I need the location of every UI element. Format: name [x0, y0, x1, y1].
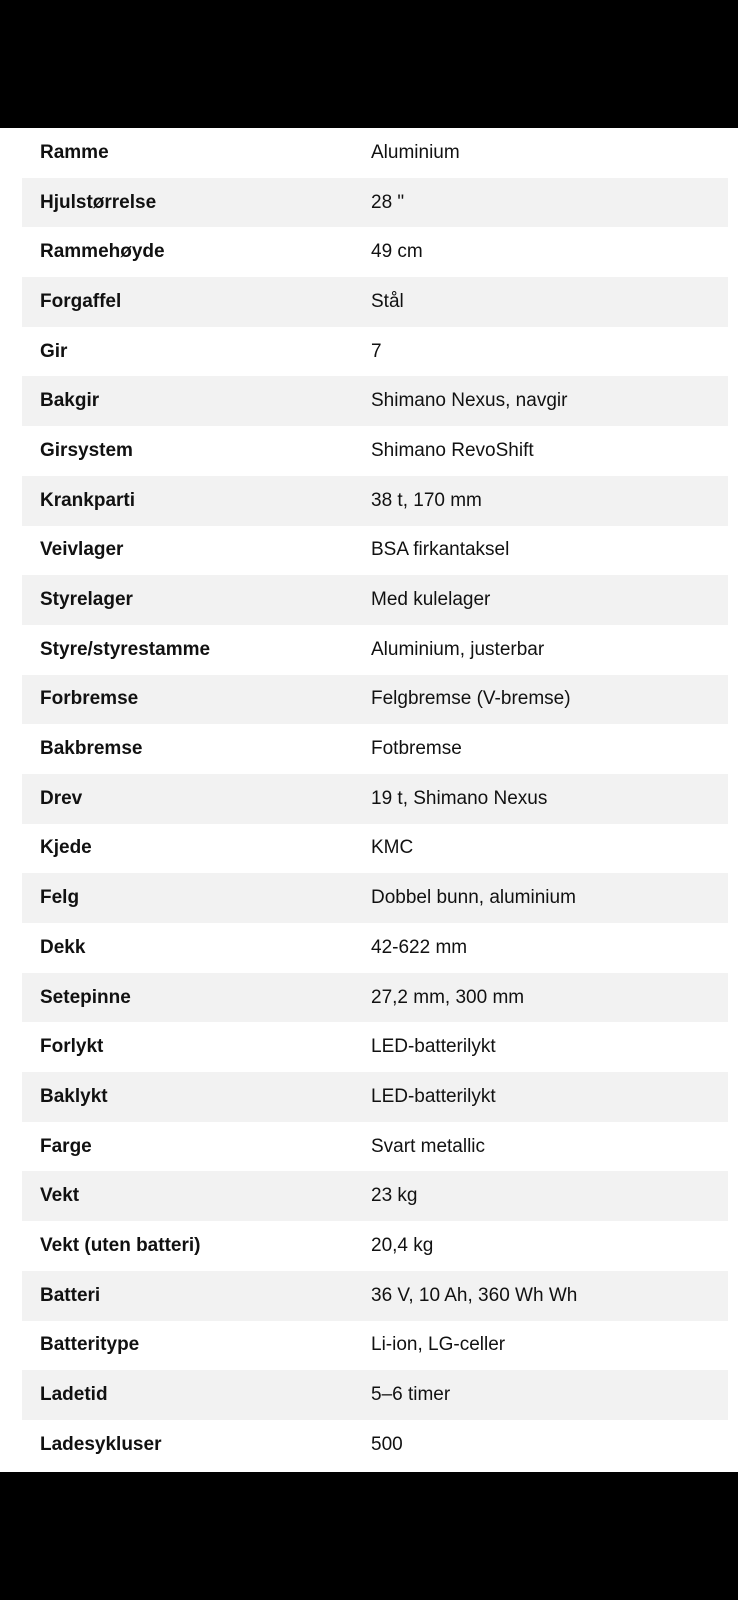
- spec-label: Baklykt: [40, 1085, 108, 1107]
- spec-row: [22, 675, 728, 725]
- spec-label: Girsystem: [40, 439, 133, 461]
- spec-value: Aluminium: [371, 141, 460, 163]
- spec-value: 49 cm: [371, 241, 423, 263]
- spec-row: [22, 178, 728, 228]
- spec-value: Fotbremse: [371, 738, 462, 760]
- spec-label: Bakgir: [40, 390, 100, 412]
- spec-value: 36 V, 10 Ah, 360 Wh Wh: [371, 1284, 578, 1306]
- spec-label: Batteritype: [40, 1334, 140, 1356]
- spec-row: [22, 1221, 728, 1271]
- spec-value: 42-622 mm: [371, 936, 468, 958]
- spec-label: Rammehøyde: [40, 241, 165, 263]
- spec-label: Batteri: [40, 1284, 101, 1306]
- spec-row: [22, 1370, 728, 1420]
- spec-label: Ladesykluser: [40, 1433, 162, 1455]
- spec-label: Styrelager: [40, 589, 133, 611]
- spec-label: Setepinne: [40, 986, 131, 1008]
- spec-label: Forbremse: [40, 688, 139, 710]
- spec-row: [22, 1420, 728, 1470]
- spec-label: Gir: [40, 340, 68, 362]
- spec-value: 38 t, 170 mm: [371, 489, 482, 511]
- spec-value: Med kulelager: [371, 589, 491, 611]
- spec-label: Vekt: [40, 1185, 80, 1207]
- spec-label: Drev: [40, 787, 83, 809]
- spec-row: [22, 625, 728, 675]
- spec-label: Vekt (uten batteri): [40, 1234, 201, 1256]
- spec-row: [22, 526, 728, 576]
- spec-value: 500: [371, 1433, 403, 1455]
- spec-value: Shimano Nexus, navgir: [371, 390, 568, 412]
- spec-row: [22, 1022, 728, 1072]
- spec-value: BSA firkantaksel: [371, 539, 510, 561]
- spec-value: Aluminium, justerbar: [371, 638, 545, 660]
- spec-label: Veivlager: [40, 539, 124, 561]
- spec-value: Li-ion, LG-celler: [371, 1334, 506, 1356]
- spec-label: Ladetid: [40, 1384, 108, 1406]
- spec-value: 27,2 mm, 300 mm: [371, 986, 525, 1008]
- spec-panel: [0, 128, 738, 1472]
- spec-value: 23 kg: [371, 1185, 418, 1207]
- spec-value: LED-batterilykt: [371, 1036, 496, 1058]
- spec-value: 7: [371, 340, 382, 362]
- spec-value: LED-batterilykt: [371, 1085, 496, 1107]
- spec-label: Dekk: [40, 936, 86, 958]
- spec-label: Hjulstørrelse: [40, 191, 157, 213]
- spec-value: Svart metallic: [371, 1135, 486, 1157]
- spec-label: Kjede: [40, 837, 92, 859]
- spec-row: [22, 426, 728, 476]
- spec-value: Dobbel bunn, aluminium: [371, 887, 576, 909]
- spec-label: Ramme: [40, 141, 109, 163]
- spec-row: [22, 575, 728, 625]
- spec-row: [22, 973, 728, 1023]
- spec-row: [22, 824, 728, 874]
- spec-row: [22, 277, 728, 327]
- spec-row: [22, 1122, 728, 1172]
- spec-value: 28 ": [371, 191, 405, 213]
- spec-label: Bakbremse: [40, 738, 143, 760]
- spec-label: Forgaffel: [40, 290, 122, 312]
- spec-label: Krankparti: [40, 489, 136, 511]
- spec-value: 5–6 timer: [371, 1384, 451, 1406]
- spec-row: [22, 476, 728, 526]
- spec-value: KMC: [371, 837, 414, 859]
- spec-row: [22, 1271, 728, 1321]
- spec-value: 20,4 kg: [371, 1234, 434, 1256]
- spec-row: [22, 227, 728, 277]
- top-black-bar: [0, 0, 738, 128]
- spec-value: Shimano RevoShift: [371, 439, 534, 461]
- spec-value: Stål: [371, 290, 404, 312]
- spec-row: [22, 724, 728, 774]
- spec-label: Farge: [40, 1135, 92, 1157]
- spec-row: [22, 128, 728, 178]
- spec-table: [22, 128, 728, 1470]
- spec-row: [22, 376, 728, 426]
- spec-label: Forlykt: [40, 1036, 104, 1058]
- spec-row: [22, 774, 728, 824]
- spec-row: [22, 1171, 728, 1221]
- spec-value: 19 t, Shimano Nexus: [371, 787, 548, 809]
- spec-value: Felgbremse (V-bremse): [371, 688, 571, 710]
- spec-row: [22, 1321, 728, 1371]
- spec-row: [22, 1072, 728, 1122]
- spec-label: Styre/styrestamme: [40, 638, 211, 660]
- spec-label: Felg: [40, 887, 80, 909]
- spec-row: [22, 873, 728, 923]
- spec-row: [22, 327, 728, 377]
- bottom-black-bar: [0, 1472, 738, 1600]
- spec-row: [22, 923, 728, 973]
